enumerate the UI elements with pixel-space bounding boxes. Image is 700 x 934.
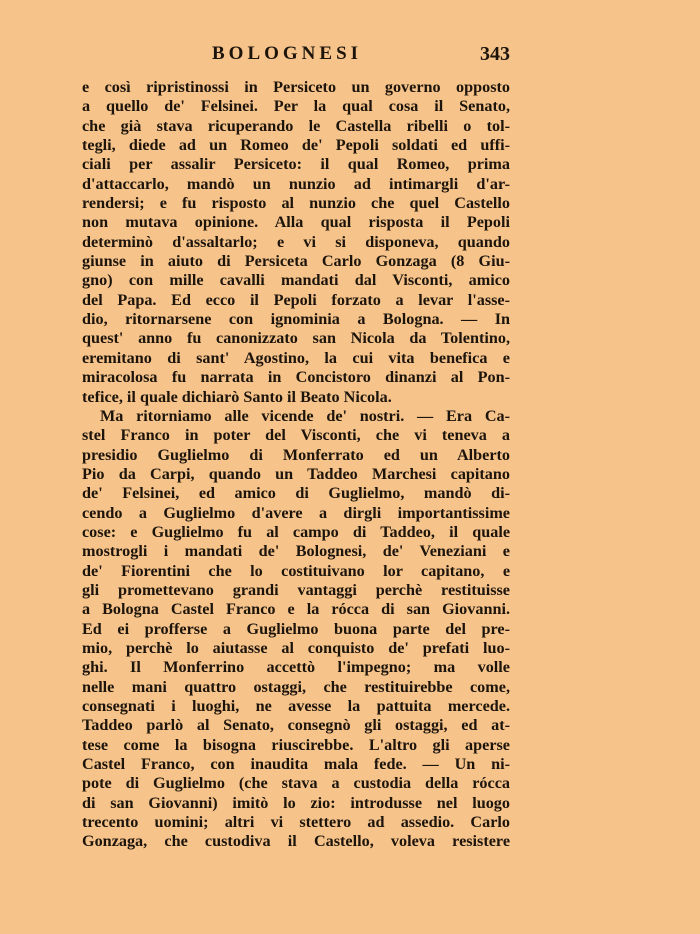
body-text bbox=[82, 78, 510, 852]
text-line: cose: e Guglielmo fu al campo di Taddeo, il quale bbox=[82, 522, 510, 541]
text-line: nelle mani quattro ostaggi, che restituirebbe come, bbox=[82, 677, 510, 696]
text-line: rendersi; e fu risposto al nunzio che quel Castello bbox=[82, 194, 510, 213]
text-line: non mutava opinione. Alla qual risposta il Pepoli bbox=[82, 213, 510, 232]
text-line: gno) con mille cavalli mandati dal Visconti, amico bbox=[82, 271, 510, 290]
text-line: cendo a Guglielmo d'avere a dirgli importantissime bbox=[82, 503, 510, 522]
text-line: de' Felsinei, ed amico di Guglielmo, mandò di- bbox=[82, 484, 510, 503]
text-line: giunse in aiuto di Persiceta Carlo Gonzaga (8 Giu- bbox=[82, 252, 510, 271]
text-line: consegnati i luoghi, ne avesse la pattuita mercede. bbox=[82, 697, 510, 715]
paragraph-end-line: tefice, il quale dichiarò Santo il Beato Nicola. bbox=[82, 387, 392, 406]
text-line: miracolosa fu narrata in Concistoro dinanzi al Pon- bbox=[82, 368, 510, 387]
text-line: mostrogli i mandati de' Bolognesi, de' Veneziani e bbox=[82, 542, 510, 561]
text-line: Pio da Carpi, quando un Taddeo Marchesi capitano bbox=[82, 464, 510, 483]
text-line: tegli, diede ad un Romeo de' Pepoli soldati ed uffi- bbox=[82, 136, 510, 155]
text-line: pote di Guglielmo (che stava a custodia della rócca bbox=[82, 774, 510, 793]
text-line: mio, perchè lo aiutasse al conquisto de' prefati luo- bbox=[82, 638, 510, 657]
text-line: trecento uomini; altri vi stettero ad assedio. Carlo bbox=[82, 813, 510, 832]
text-line: di san Giovanni) imitò lo zio: introdusse nel luogo bbox=[82, 793, 510, 812]
text-line: ghi. Il Monferrino accettò l'impegno; ma volle bbox=[82, 658, 510, 677]
text-line: presidio Guglielmo di Monferrato ed un Alberto bbox=[82, 445, 510, 464]
text-line: a Bologna Castel Franco e la rócca di san Giovanni. bbox=[82, 600, 510, 619]
text-line: dio, ritornarsene con ignominia a Bologna. — In bbox=[82, 310, 510, 329]
text-line: e così ripristinossi in Persiceto un governo opposto bbox=[82, 78, 510, 96]
text-line: determinò d'assaltarlo; e vi si disponeva, quando bbox=[82, 232, 510, 251]
text-line: Gonzaga, che custodiva il Castello, voleva resistere bbox=[82, 832, 510, 851]
paragraph-start-line: Ma ritorniamo alle vicende de' nostri. — Era Ca- bbox=[100, 406, 510, 425]
page-number: 343 bbox=[480, 43, 510, 65]
text-line: quest' anno fu canonizzato san Nicola da Tolentino, bbox=[82, 329, 510, 348]
text-line: de' Fiorentini che lo costituivano lor capitano, e bbox=[82, 561, 510, 580]
text-line: gli promettevano grandi vantaggi perchè restituisse bbox=[82, 580, 510, 599]
text-line: Ed ei profferse a Guglielmo buona parte del pre- bbox=[82, 619, 510, 638]
text-line: che già stava ricuperando le Castella ribelli o tol- bbox=[82, 116, 510, 135]
text-line: del Papa. Ed ecco il Pepoli forzato a levar l'asse- bbox=[82, 290, 510, 309]
text-line: stel Franco in poter del Visconti, che vi teneva a bbox=[82, 426, 510, 445]
running-title: BOLOGNESI bbox=[212, 43, 363, 64]
text-line: d'attaccarlo, mandò un nunzio ad intimargli d'ar- bbox=[82, 174, 510, 193]
text-line: ciali per assalir Persiceto: il qual Romeo, prima bbox=[82, 155, 510, 174]
text-line: tese come la bisogna riuscirebbe. L'altro gli aperse bbox=[82, 735, 510, 754]
text-line: Taddeo parlò al Senato, consegnò gli ostaggi, ed at- bbox=[82, 716, 510, 735]
text-line: a quello de' Felsinei. Per la qual cosa il Senato, bbox=[82, 97, 510, 116]
page-header bbox=[82, 43, 510, 71]
text-line: eremitano di sant' Agostino, la cui vita benefica e bbox=[82, 348, 510, 367]
text-line: Castel Franco, con inaudita mala fede. — Un ni- bbox=[82, 755, 510, 774]
